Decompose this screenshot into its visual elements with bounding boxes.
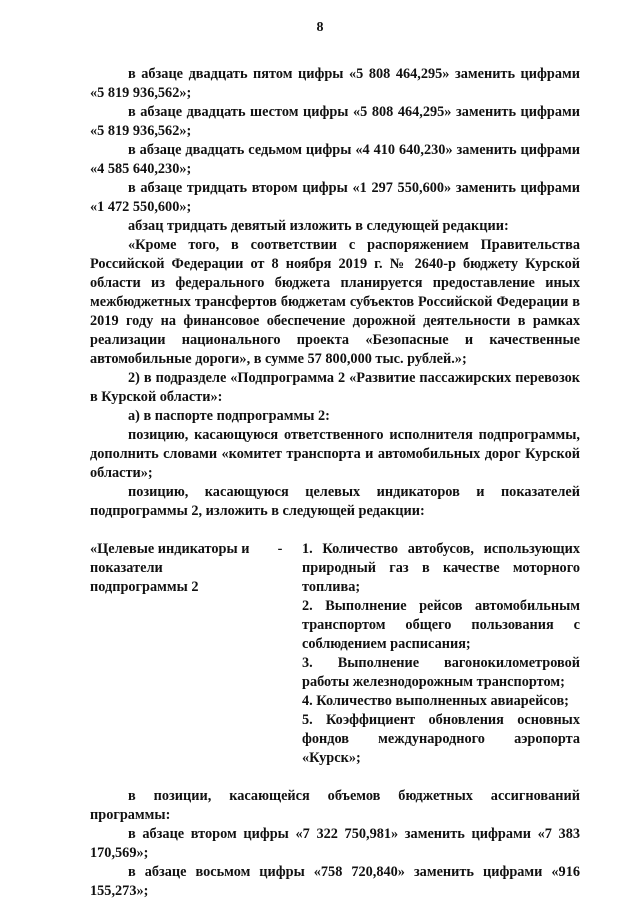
paragraph: в позиции, касающейся объемов бюджетных ассигнований программы: <box>90 788 580 823</box>
paragraph: 2) в подразделе «Подпрограмма 2 «Развитие пассажирских перевозок в Курской области»: <box>90 370 580 405</box>
paragraph: в абзаце двадцать пятом цифры «5 808 464,295» заменить цифрами «5 819 936,562»; <box>90 66 580 101</box>
document-body <box>90 65 580 901</box>
page-number: 8 <box>316 20 324 35</box>
indicator-item: 2. Выполнение рейсов автомобильным транспортом общего пользования с соблюдением расписания; <box>302 598 580 652</box>
table-items <box>302 540 580 768</box>
indicator-item: 5. Коэффициент обновления основных фондов международного аэропорта «Курск»; <box>302 712 580 766</box>
indicator-item: 1. Количество автобусов, использующих природный газ в качестве моторного топлива; <box>302 541 580 595</box>
quoted-paragraph: «Кроме того, в соответствии с распоряжением Правительства Российской Федерации от 8 ноября 2019 г. № 2640-р бюджету Курской области из федерального бюджета планируется предоставление иных межбюджетных трансфертов бюджетам субъектов Российской Федерации в 2019 году на финансовое обеспечение дорожной деятельности в рамках реализации национального проекта «Безопасные и качественные автомобильные дороги», в сумме 57 800,000 тыс. рублей.»; <box>90 237 580 367</box>
table-label: «Целевые индикаторы и показатели подпрограммы 2 <box>90 541 250 595</box>
paragraph: в абзаце двадцать шестом цифры «5 808 464,295» заменить цифрами «5 819 936,562»; <box>90 104 580 139</box>
paragraph: а) в паспорте подпрограммы 2: <box>128 408 330 424</box>
indicator-item: 3. Выполнение вагонокилометровой работы железнодорожным транспортом; <box>302 655 580 690</box>
paragraph: позицию, касающуюся ответственного исполнителя подпрограммы, дополнить словами «комитет транспорта и автомобильных дорог Курской области»; <box>90 427 580 481</box>
paragraph: в абзаце двадцать седьмом цифры «4 410 640,230» заменить цифрами «4 585 640,230»; <box>90 142 580 177</box>
paragraph: в абзаце восьмом цифры «758 720,840» заменить цифрами «916 155,273»; <box>90 864 580 899</box>
paragraph: в абзаце тридцать втором цифры «1 297 550,600» заменить цифрами «1 472 550,600»; <box>90 180 580 215</box>
indicators-table <box>90 540 580 768</box>
paragraph: абзац тридцать девятый изложить в следующей редакции: <box>128 218 509 234</box>
table-dash: - <box>277 541 283 557</box>
paragraph: позицию, касающуюся целевых индикаторов и показателей подпрограммы 2, изложить в следующей редакции: <box>90 484 580 519</box>
paragraph: в абзаце втором цифры «7 322 750,981» заменить цифрами «7 383 170,569»; <box>90 826 580 861</box>
indicator-item: 4. Количество выполненных авиарейсов; <box>302 693 569 709</box>
